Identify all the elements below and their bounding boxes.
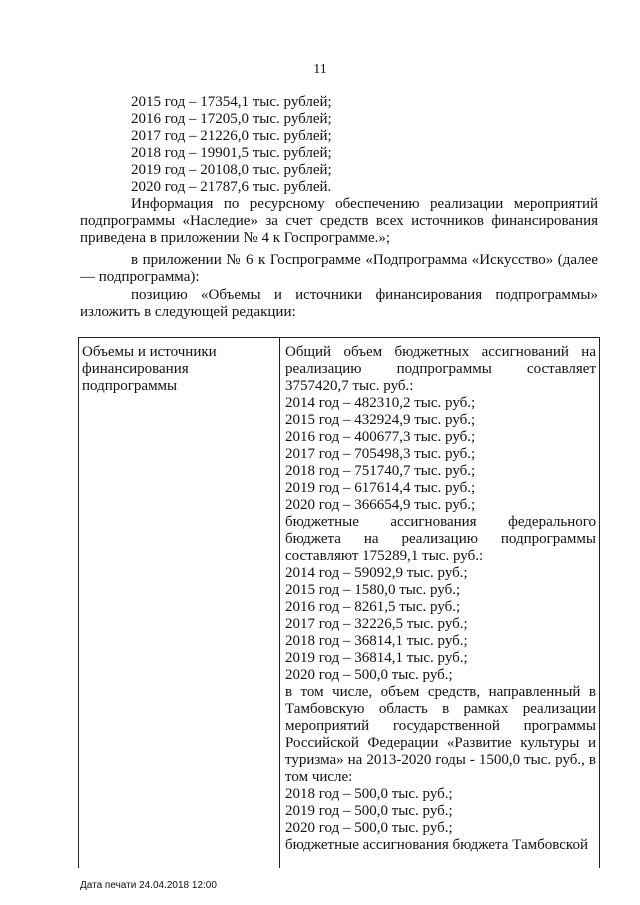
tambov-year-line: 2018 год – 500,0 тыс. руб.;: [285, 786, 453, 802]
federal-year-line: 2017 год – 32226,5 тыс. руб.;: [285, 616, 468, 632]
total-year-line: 2015 год – 432924,9 тыс. руб.;: [285, 412, 476, 428]
total-year-line: 2020 год – 366654,9 тыс. руб.;: [285, 497, 476, 513]
funding-year-line: 2017 год – 21226,0 тыс. рублей;: [131, 128, 332, 144]
tambov-year-line: 2020 год – 500,0 тыс. руб.;: [285, 820, 453, 836]
federal-year-line: 2016 год – 8261,5 тыс. руб.;: [285, 599, 461, 615]
federal-year-line: 2020 год – 500,0 тыс. руб.;: [285, 667, 453, 683]
position-paragraph: [80, 287, 598, 321]
position-paragraph-text: позицию «Объемы и источники финансирования подпрограммы» изложить в следующей редакции:: [80, 287, 598, 320]
total-funding-intro: Общий объем бюджетных ассигнований на реализацию подпрограммы составляет 3757420,7 тыс. руб.:: [285, 344, 596, 394]
table-left-cell: Объемы и источники финансирования подпрограммы: [79, 338, 280, 868]
funding-year-line: 2020 год – 21787,6 тыс. рублей.: [131, 179, 332, 195]
table-right-cell: [281, 338, 599, 868]
print-date-footer: Дата печати 24.04.2018 12:00: [80, 880, 217, 891]
federal-year-line: 2019 год – 36814,1 тыс. руб.;: [285, 650, 468, 666]
funding-year-line: 2018 год – 19901,5 тыс. рублей;: [131, 145, 332, 161]
federal-year-line: 2015 год – 1580,0 тыс. руб.;: [285, 582, 461, 598]
total-year-line: 2018 год – 751740,7 тыс. руб.;: [285, 463, 476, 479]
federal-year-line: 2014 год – 59092,9 тыс. руб.;: [285, 565, 468, 581]
total-year-line: 2017 год – 705498,3 тыс. руб.;: [285, 446, 476, 462]
page-number: 11: [313, 62, 327, 77]
federal-year-line: 2018 год – 36814,1 тыс. руб.;: [285, 633, 468, 649]
funding-year-line: 2015 год – 17354,1 тыс. рублей;: [131, 94, 332, 110]
funding-year-line: 2016 год – 17205,0 тыс. рублей;: [131, 111, 332, 127]
info-paragraph: [80, 196, 598, 247]
tambov-year-line: 2019 год – 500,0 тыс. руб.;: [285, 803, 453, 819]
total-year-line: 2014 год – 482310,2 тыс. руб.;: [285, 395, 476, 411]
total-year-line: 2016 год – 400677,3 тыс. руб.;: [285, 429, 476, 445]
funding-year-line: 2019 год – 20108,0 тыс. рублей;: [131, 162, 332, 178]
total-year-line: 2019 год – 617614,4 тыс. руб.;: [285, 480, 476, 496]
annex-paragraph: [80, 252, 598, 286]
annex-paragraph-text: в приложении № 6 к Госпрограмме «Подпрограмма «Искусство» (далее — подпрограмма):: [80, 252, 598, 285]
funding-year-list: [131, 94, 332, 196]
regional-funding-intro: бюджетные ассигнования бюджета Тамбовской: [285, 837, 588, 853]
federal-funding-intro: бюджетные ассигнования федерального бюджета на реализацию подпрограммы составляют 175289,1 тыс. руб.:: [285, 514, 596, 564]
info-paragraph-text: Информация по ресурсному обеспечению реализации мероприятий подпрограммы «Наследие» за счет средств всех источников финансирования приведена в приложении № 4 к Госпрограмме.»;: [80, 196, 598, 246]
funding-table: [78, 337, 600, 868]
tambov-allocation-intro: в том числе, объем средств, направленный в Тамбовскую область в рамках реализации мероприятий государственной программы Российской Федерации «Развитие культуры и туризма» на 2013-2020 годы - 1500,0 тыс. руб., в том числе:: [285, 684, 596, 785]
